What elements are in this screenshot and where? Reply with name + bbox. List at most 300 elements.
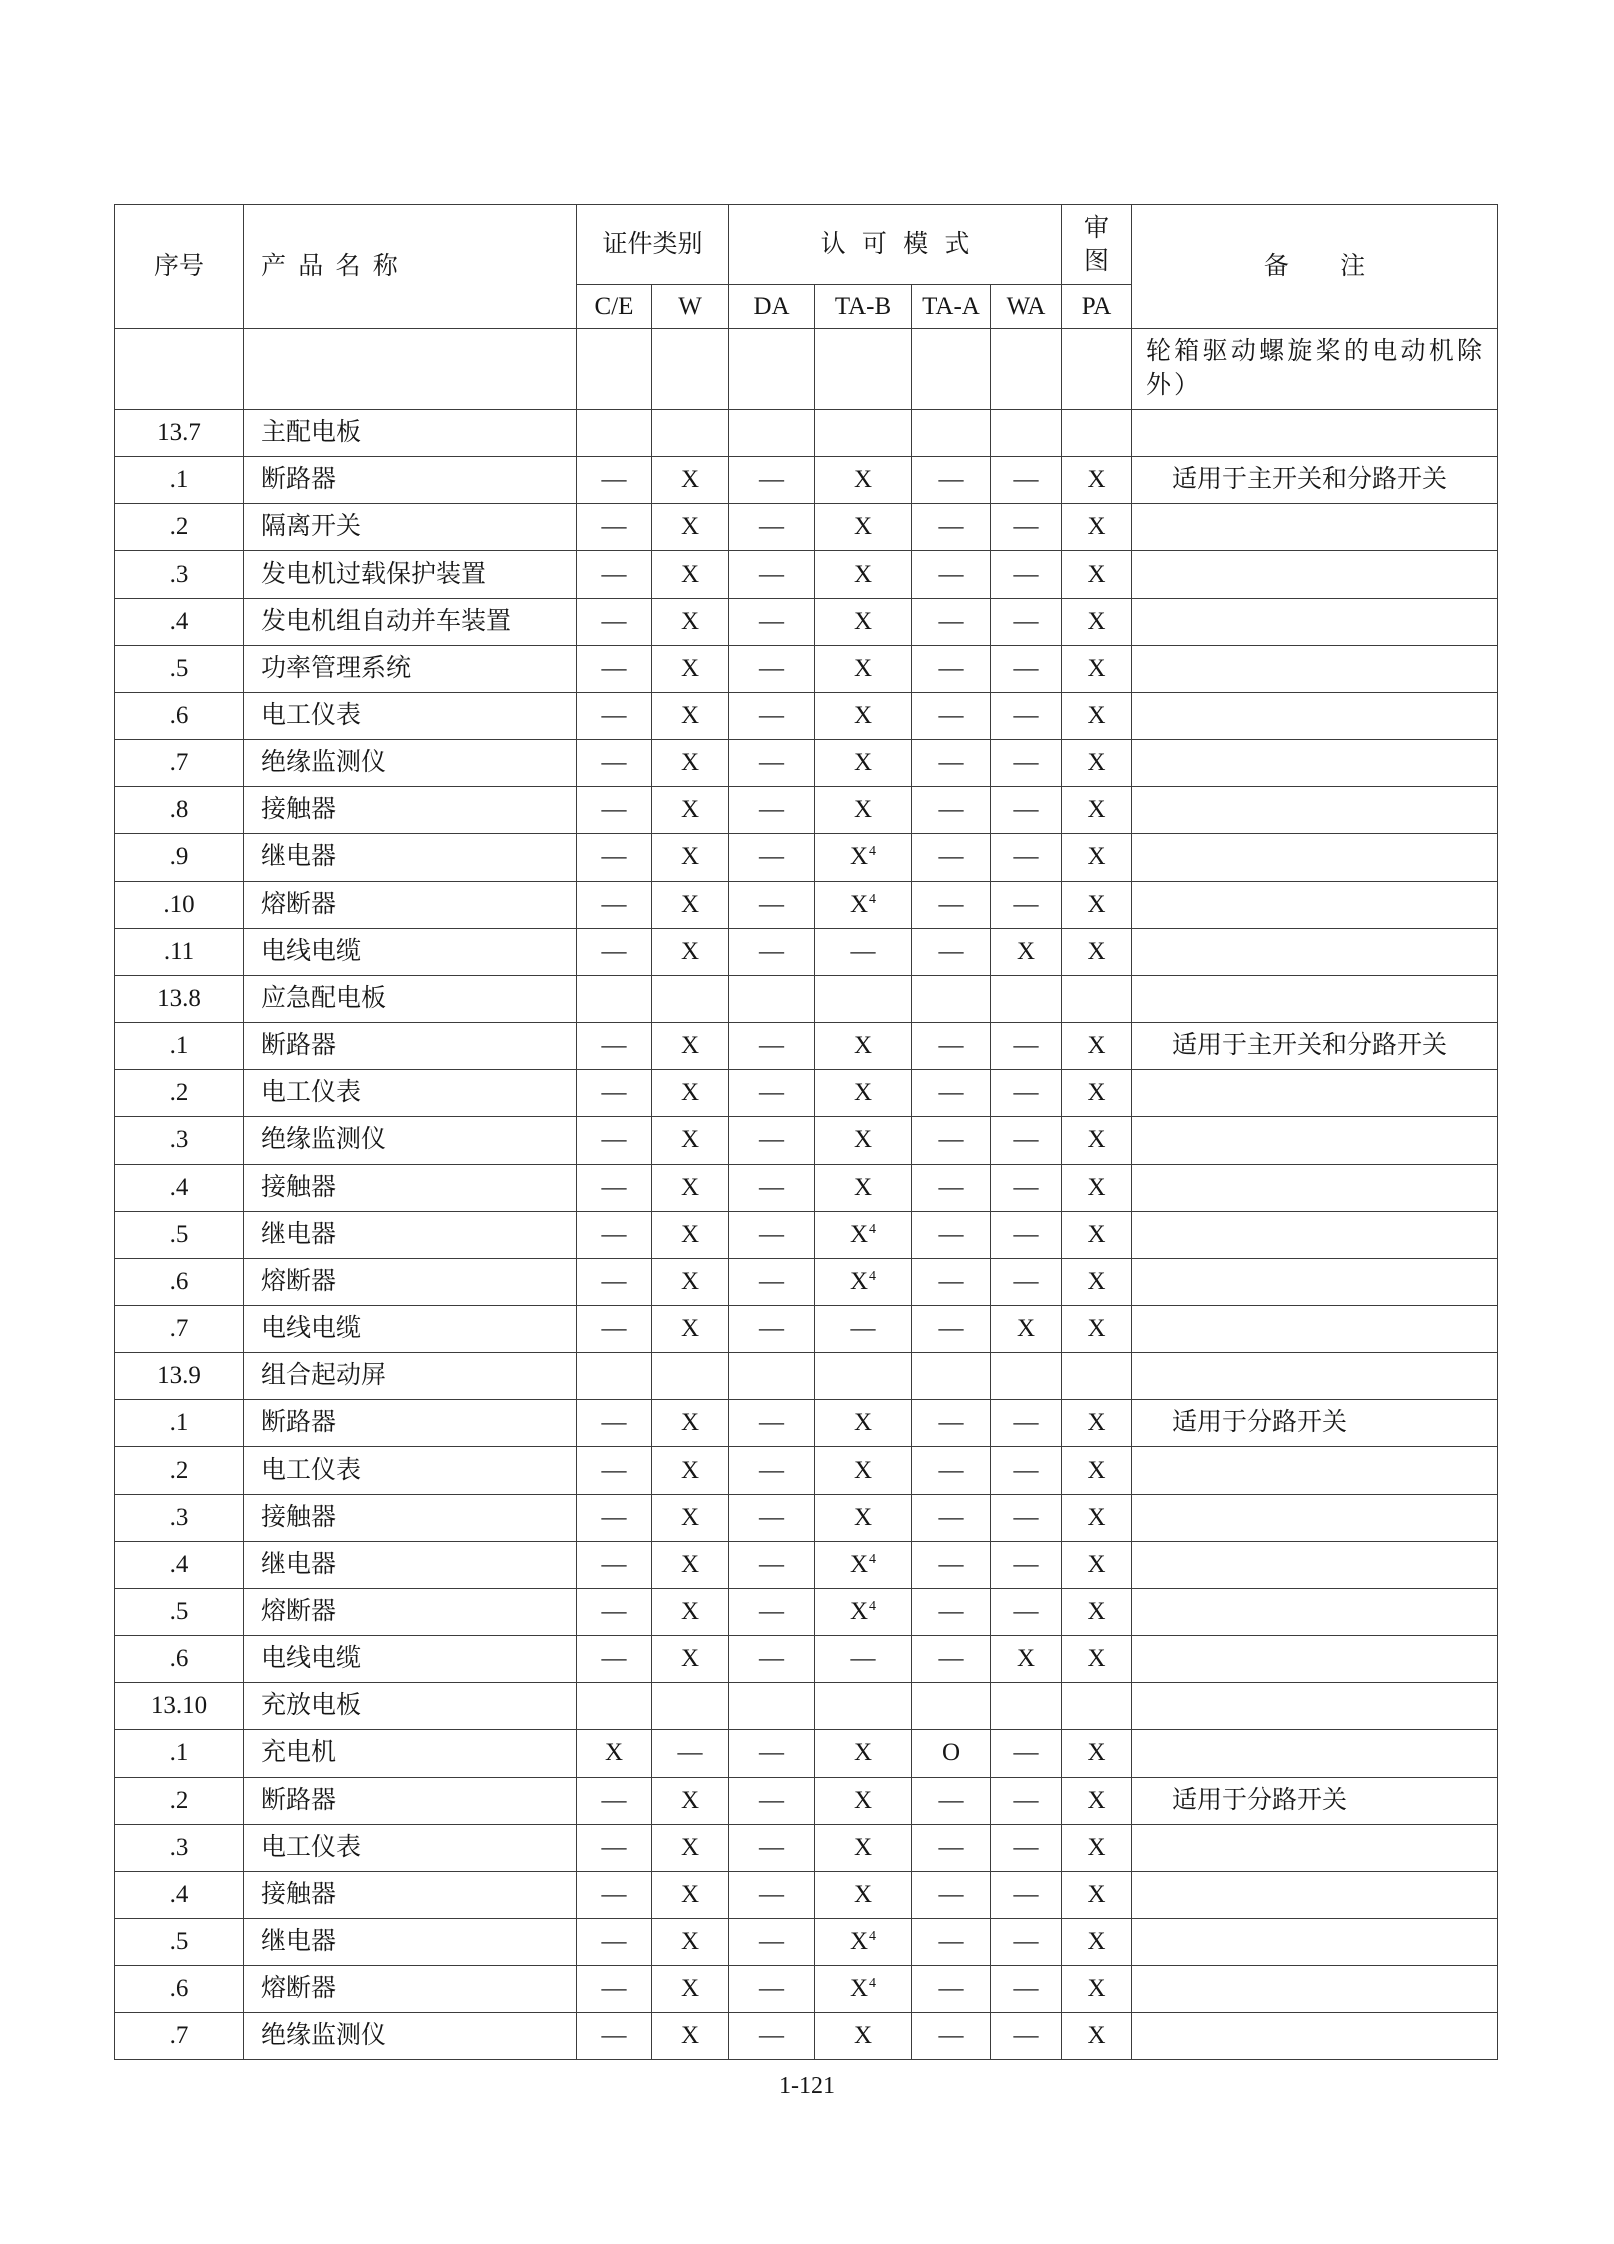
row-number-cell: .4 <box>115 1164 244 1211</box>
row-number-cell: .3 <box>115 1117 244 1164</box>
table-row <box>115 2013 1498 2060</box>
pa-cell: X <box>1062 1164 1132 1211</box>
remark-cell <box>1132 1541 1498 1588</box>
table-row <box>115 1871 1498 1918</box>
pa-cell: X <box>1062 1070 1132 1117</box>
ta-b-cell: X <box>815 1447 912 1494</box>
pa-cell: X <box>1062 2013 1132 2060</box>
ta-a-cell: — <box>912 645 991 692</box>
da-cell: — <box>729 1824 815 1871</box>
table-row <box>115 1447 1498 1494</box>
header-certificate-type: 证件类别 <box>577 205 729 285</box>
ta-a-cell: — <box>912 1777 991 1824</box>
remark-cell: 轮箱驱动螺旋桨的电动机除外） <box>1132 329 1498 410</box>
product-name-cell: 充放电板 <box>244 1683 577 1730</box>
wa-cell: X <box>991 928 1062 975</box>
ta-a-cell <box>912 410 991 457</box>
w-cell <box>652 975 729 1022</box>
product-name-cell <box>244 329 577 410</box>
remark-cell <box>1132 1211 1498 1258</box>
w-cell: X <box>652 1117 729 1164</box>
da-cell: — <box>729 1919 815 1966</box>
ta-b-cell: X <box>815 1824 912 1871</box>
wa-cell: — <box>991 504 1062 551</box>
ce-cell: — <box>577 1400 652 1447</box>
w-cell: X <box>652 1023 729 1070</box>
row-number-cell: .1 <box>115 1400 244 1447</box>
da-cell <box>729 329 815 410</box>
da-cell: — <box>729 928 815 975</box>
ta-a-cell: — <box>912 551 991 598</box>
ta-b-cell: X <box>815 787 912 834</box>
ta-b-cell: — <box>815 1305 912 1352</box>
product-name-cell: 熔断器 <box>244 1588 577 1635</box>
product-name-cell: 绝缘监测仪 <box>244 1117 577 1164</box>
w-cell: X <box>652 1258 729 1305</box>
row-number-cell: .9 <box>115 834 244 881</box>
table-row <box>115 928 1498 975</box>
da-cell: — <box>729 1023 815 1070</box>
product-name-cell: 隔离开关 <box>244 504 577 551</box>
pa-cell: X <box>1062 1777 1132 1824</box>
ta-b-cell: X <box>815 1730 912 1777</box>
product-name-cell: 绝缘监测仪 <box>244 740 577 787</box>
remark-cell <box>1132 1588 1498 1635</box>
ta-a-cell: — <box>912 834 991 881</box>
wa-cell: — <box>991 1258 1062 1305</box>
header-col-ta-b: TA-B <box>815 285 912 329</box>
product-name-cell: 应急配电板 <box>244 975 577 1022</box>
w-cell: X <box>652 1400 729 1447</box>
row-number-cell: .4 <box>115 598 244 645</box>
remark-cell <box>1132 1305 1498 1352</box>
w-cell <box>652 410 729 457</box>
wa-cell: — <box>991 692 1062 739</box>
ta-b-cell: X <box>815 740 912 787</box>
ta-a-cell: — <box>912 1305 991 1352</box>
remark-cell: 适用于分路开关 <box>1132 1777 1498 1824</box>
ta-b-cell: X <box>815 551 912 598</box>
remark-cell: 适用于主开关和分路开关 <box>1132 1023 1498 1070</box>
da-cell: — <box>729 1730 815 1777</box>
row-number-cell: 13.8 <box>115 975 244 1022</box>
footnote-superscript: 4 <box>869 1976 877 1992</box>
wa-cell: — <box>991 787 1062 834</box>
table-row <box>115 598 1498 645</box>
ta-a-cell <box>912 1683 991 1730</box>
w-cell: X <box>652 504 729 551</box>
header-plan-review-label: 审图 <box>1084 214 1110 275</box>
remark-cell <box>1132 1447 1498 1494</box>
remark-cell <box>1132 1258 1498 1305</box>
wa-cell: — <box>991 2013 1062 2060</box>
table-row <box>115 504 1498 551</box>
table-row <box>115 1494 1498 1541</box>
product-name-cell: 电工仪表 <box>244 692 577 739</box>
row-number-cell: 13.9 <box>115 1353 244 1400</box>
ce-cell: — <box>577 692 652 739</box>
ta-b-cell <box>815 410 912 457</box>
da-cell: — <box>729 1494 815 1541</box>
pa-cell <box>1062 1353 1132 1400</box>
da-cell: — <box>729 2013 815 2060</box>
w-cell: X <box>652 598 729 645</box>
product-name-cell: 充电机 <box>244 1730 577 1777</box>
ta-a-cell <box>912 1353 991 1400</box>
remark-cell <box>1132 1966 1498 2013</box>
row-number-cell <box>115 329 244 410</box>
ta-b-cell: X <box>815 1164 912 1211</box>
da-cell: — <box>729 1164 815 1211</box>
ta-b-cell: X <box>815 1494 912 1541</box>
ce-cell: — <box>577 1636 652 1683</box>
ta-b-cell: X <box>815 1871 912 1918</box>
ta-b-cell <box>815 1683 912 1730</box>
ce-cell: — <box>577 1966 652 2013</box>
remark-cell <box>1132 1494 1498 1541</box>
w-cell: X <box>652 1871 729 1918</box>
w-cell: X <box>652 1070 729 1117</box>
wa-cell: — <box>991 457 1062 504</box>
row-number-cell: .3 <box>115 1824 244 1871</box>
page-number: 1-121 <box>779 2073 835 2099</box>
remark-cell <box>1132 834 1498 881</box>
pa-cell: X <box>1062 740 1132 787</box>
wa-cell: — <box>991 1966 1062 2013</box>
table-row <box>115 787 1498 834</box>
wa-cell: — <box>991 1824 1062 1871</box>
pa-cell: X <box>1062 504 1132 551</box>
product-name-cell: 电线电缆 <box>244 928 577 975</box>
w-cell: X <box>652 1447 729 1494</box>
section-row <box>115 975 1498 1022</box>
product-name-cell: 发电机组自动并车装置 <box>244 598 577 645</box>
remark-cell <box>1132 881 1498 928</box>
product-name-cell: 电工仪表 <box>244 1070 577 1117</box>
ce-cell: — <box>577 551 652 598</box>
ta-b-cell <box>815 834 912 881</box>
wa-cell <box>991 1353 1062 1400</box>
da-cell: — <box>729 881 815 928</box>
wa-cell: — <box>991 551 1062 598</box>
da-cell: — <box>729 1258 815 1305</box>
product-name-cell: 熔断器 <box>244 1258 577 1305</box>
pa-cell: X <box>1062 1730 1132 1777</box>
ta-b-cell <box>815 1588 912 1635</box>
da-cell: — <box>729 598 815 645</box>
footnote-superscript: 4 <box>869 891 877 907</box>
wa-cell: — <box>991 1211 1062 1258</box>
product-name-cell: 功率管理系统 <box>244 645 577 692</box>
table-row <box>115 1258 1498 1305</box>
table-body <box>115 329 1498 2060</box>
ce-cell: X <box>577 1730 652 1777</box>
da-cell: — <box>729 1966 815 2013</box>
ce-cell: — <box>577 598 652 645</box>
ce-cell: — <box>577 1824 652 1871</box>
product-name-cell: 接触器 <box>244 1494 577 1541</box>
pa-cell: X <box>1062 1117 1132 1164</box>
ta-a-cell: — <box>912 881 991 928</box>
row-number-cell: .5 <box>115 1919 244 1966</box>
product-name-cell: 熔断器 <box>244 881 577 928</box>
w-cell: X <box>652 1966 729 2013</box>
remark-cell <box>1132 1919 1498 1966</box>
wa-cell: — <box>991 1541 1062 1588</box>
remark-cell <box>1132 504 1498 551</box>
da-cell: — <box>729 1070 815 1117</box>
wa-cell: — <box>991 740 1062 787</box>
product-name-cell: 继电器 <box>244 834 577 881</box>
row-number-cell: .11 <box>115 928 244 975</box>
ta-a-cell: — <box>912 1541 991 1588</box>
row-number-cell: .6 <box>115 1636 244 1683</box>
da-cell: — <box>729 740 815 787</box>
header-approval-mode: 认 可 模 式 <box>729 205 1062 285</box>
pa-cell <box>1062 410 1132 457</box>
ta-a-cell: — <box>912 1211 991 1258</box>
remark-cell <box>1132 1824 1498 1871</box>
table-row <box>115 1211 1498 1258</box>
row-number-cell: .3 <box>115 551 244 598</box>
table-row <box>115 1305 1498 1352</box>
remark-cell: 适用于主开关和分路开关 <box>1132 457 1498 504</box>
ce-cell: — <box>577 1117 652 1164</box>
product-name-cell: 主配电板 <box>244 410 577 457</box>
ta-a-cell: — <box>912 1966 991 2013</box>
pa-cell: X <box>1062 1258 1132 1305</box>
wa-cell: — <box>991 834 1062 881</box>
remark-cell <box>1132 645 1498 692</box>
da-cell: — <box>729 1588 815 1635</box>
row-number-cell: .6 <box>115 1966 244 2013</box>
ce-cell: — <box>577 2013 652 2060</box>
header-plan-review <box>1062 205 1132 285</box>
ta-a-cell: — <box>912 2013 991 2060</box>
section-row <box>115 1353 1498 1400</box>
wa-cell: X <box>991 1636 1062 1683</box>
table-header <box>115 205 1498 329</box>
w-cell: X <box>652 928 729 975</box>
w-cell: X <box>652 551 729 598</box>
row-number-cell: .7 <box>115 2013 244 2060</box>
pa-cell: X <box>1062 1211 1132 1258</box>
cell-mark: X <box>849 890 869 918</box>
table-row <box>115 457 1498 504</box>
table-row <box>115 834 1498 881</box>
w-cell <box>652 1353 729 1400</box>
table-row <box>115 1070 1498 1117</box>
da-cell: — <box>729 1871 815 1918</box>
w-cell: X <box>652 1305 729 1352</box>
ta-a-cell: — <box>912 1588 991 1635</box>
ta-b-cell: X <box>815 598 912 645</box>
row-number-cell: .8 <box>115 787 244 834</box>
w-cell: X <box>652 1919 729 1966</box>
header-seq: 序号 <box>115 205 244 329</box>
ta-a-cell: — <box>912 1824 991 1871</box>
ta-a-cell: — <box>912 1447 991 1494</box>
da-cell: — <box>729 834 815 881</box>
ta-b-cell <box>815 1258 912 1305</box>
ta-a-cell: — <box>912 1117 991 1164</box>
row-number-cell: .7 <box>115 740 244 787</box>
pa-cell: X <box>1062 1447 1132 1494</box>
table-row <box>115 1824 1498 1871</box>
w-cell: X <box>652 2013 729 2060</box>
section-row <box>115 410 1498 457</box>
pa-cell: X <box>1062 551 1132 598</box>
table-row <box>115 1400 1498 1447</box>
w-cell: X <box>652 881 729 928</box>
wa-cell: — <box>991 1730 1062 1777</box>
product-name-cell: 断路器 <box>244 1777 577 1824</box>
wa-cell: — <box>991 1447 1062 1494</box>
cell-mark: X <box>849 1975 869 2003</box>
pa-cell <box>1062 1683 1132 1730</box>
wa-cell: — <box>991 1164 1062 1211</box>
w-cell: X <box>652 1636 729 1683</box>
product-name-cell: 电工仪表 <box>244 1447 577 1494</box>
wa-cell: — <box>991 1588 1062 1635</box>
remark-cell <box>1132 598 1498 645</box>
remark-cell <box>1132 975 1498 1022</box>
pa-cell: X <box>1062 1966 1132 2013</box>
row-number-cell: .1 <box>115 1023 244 1070</box>
table-row <box>115 692 1498 739</box>
ta-b-cell: X <box>815 457 912 504</box>
wa-cell <box>991 1683 1062 1730</box>
ce-cell: — <box>577 1070 652 1117</box>
footnote-superscript: 4 <box>869 1221 877 1237</box>
pa-cell: X <box>1062 598 1132 645</box>
ta-b-cell: X <box>815 645 912 692</box>
footnote-superscript: 4 <box>869 1268 877 1284</box>
cell-mark: X <box>849 1928 869 1956</box>
product-name-cell: 电线电缆 <box>244 1636 577 1683</box>
ta-b-cell: X <box>815 1117 912 1164</box>
product-name-cell: 接触器 <box>244 1164 577 1211</box>
ce-cell <box>577 1683 652 1730</box>
w-cell: X <box>652 787 729 834</box>
ta-b-cell: — <box>815 928 912 975</box>
pa-cell: X <box>1062 1824 1132 1871</box>
ce-cell: — <box>577 834 652 881</box>
da-cell: — <box>729 1400 815 1447</box>
wa-cell <box>991 975 1062 1022</box>
row-number-cell: .4 <box>115 1871 244 1918</box>
ce-cell: — <box>577 504 652 551</box>
wa-cell: — <box>991 1494 1062 1541</box>
ta-a-cell: — <box>912 1400 991 1447</box>
product-name-cell: 继电器 <box>244 1541 577 1588</box>
footnote-superscript: 4 <box>869 844 877 860</box>
wa-cell <box>991 329 1062 410</box>
remark-cell <box>1132 1070 1498 1117</box>
cell-mark: X <box>849 1267 869 1295</box>
footnote-superscript: 4 <box>869 1598 877 1614</box>
row-number-cell: 13.10 <box>115 1683 244 1730</box>
remark-cell <box>1132 2013 1498 2060</box>
row-number-cell: .6 <box>115 1258 244 1305</box>
pa-cell <box>1062 329 1132 410</box>
remark-cell: 适用于分路开关 <box>1132 1400 1498 1447</box>
remark-cell <box>1132 1871 1498 1918</box>
pa-cell: X <box>1062 787 1132 834</box>
da-cell: — <box>729 504 815 551</box>
ta-a-cell: — <box>912 1070 991 1117</box>
product-name-cell: 电线电缆 <box>244 1305 577 1352</box>
da-cell: — <box>729 1305 815 1352</box>
footnote-superscript: 4 <box>869 1551 877 1567</box>
ta-b-cell: X <box>815 1023 912 1070</box>
row-number-cell: .7 <box>115 1305 244 1352</box>
pa-cell: X <box>1062 1494 1132 1541</box>
product-name-cell: 断路器 <box>244 1400 577 1447</box>
ce-cell: — <box>577 1541 652 1588</box>
wa-cell <box>991 410 1062 457</box>
row-number-cell: .1 <box>115 1730 244 1777</box>
table-row <box>115 881 1498 928</box>
ce-cell <box>577 329 652 410</box>
ta-a-cell: — <box>912 692 991 739</box>
ta-b-cell: X <box>815 692 912 739</box>
da-cell <box>729 1353 815 1400</box>
w-cell: X <box>652 1824 729 1871</box>
da-cell: — <box>729 645 815 692</box>
row-number-cell: .2 <box>115 504 244 551</box>
wa-cell: — <box>991 881 1062 928</box>
ce-cell: — <box>577 1777 652 1824</box>
w-cell: X <box>652 834 729 881</box>
ta-b-cell <box>815 1919 912 1966</box>
row-number-cell: .5 <box>115 1588 244 1635</box>
wa-cell: — <box>991 1871 1062 1918</box>
w-cell: X <box>652 1211 729 1258</box>
pa-cell <box>1062 975 1132 1022</box>
ta-a-cell: — <box>912 1258 991 1305</box>
w-cell: X <box>652 1541 729 1588</box>
wa-cell: — <box>991 1777 1062 1824</box>
remark-cell <box>1132 410 1498 457</box>
ta-a-cell: — <box>912 928 991 975</box>
product-name-cell: 断路器 <box>244 1023 577 1070</box>
header-col-ce: C/E <box>577 285 652 329</box>
ta-b-cell: X <box>815 2013 912 2060</box>
w-cell: X <box>652 1164 729 1211</box>
ta-b-cell <box>815 975 912 1022</box>
ta-a-cell: — <box>912 787 991 834</box>
w-cell: X <box>652 645 729 692</box>
ta-b-cell: X <box>815 1777 912 1824</box>
footnote-superscript: 4 <box>869 1929 877 1945</box>
ce-cell: — <box>577 928 652 975</box>
cell-mark: X <box>849 843 869 871</box>
remark-cell <box>1132 1164 1498 1211</box>
header-col-wa: WA <box>991 285 1062 329</box>
remark-cell <box>1132 1683 1498 1730</box>
ta-b-cell <box>815 329 912 410</box>
pa-cell: X <box>1062 1541 1132 1588</box>
ce-cell: — <box>577 1211 652 1258</box>
ce-cell: — <box>577 1258 652 1305</box>
cell-mark: X <box>849 1597 869 1625</box>
ce-cell: — <box>577 1447 652 1494</box>
wa-cell: — <box>991 1400 1062 1447</box>
ta-b-cell <box>815 1541 912 1588</box>
product-name-cell: 熔断器 <box>244 1966 577 2013</box>
ce-cell: — <box>577 787 652 834</box>
